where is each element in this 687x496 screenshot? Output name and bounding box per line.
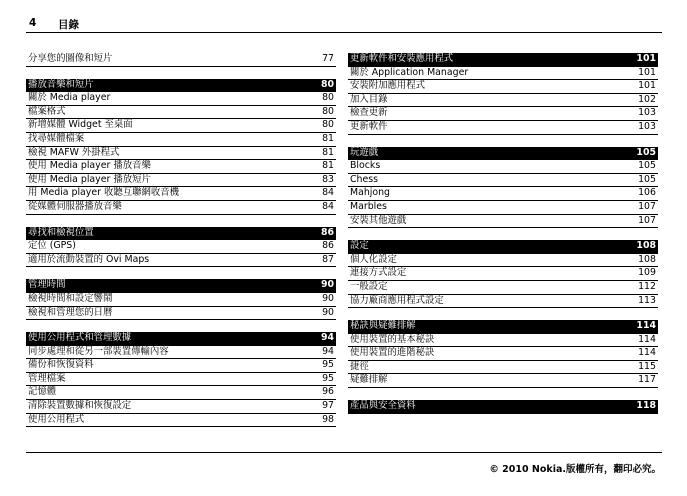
entry-title: 捷徑 [350,360,369,372]
entry-title: 使用 Media player 播放音樂 [28,160,151,172]
toc-entry[interactable] [26,359,336,373]
toc-left-column [26,53,336,427]
page-number-ref: 105 [638,160,656,172]
toc-entry[interactable] [26,400,336,414]
toc-entry[interactable] [26,106,336,120]
toc-entry[interactable] [348,254,658,268]
entry-title: 加入目錄 [350,93,388,105]
toc-entry[interactable] [26,174,336,188]
toc-section-heading[interactable] [348,240,658,254]
toc-entry[interactable] [26,346,336,360]
entry-title: 分享您的圖像和短片 [28,53,113,64]
entry-title: 一般設定 [350,280,388,292]
toc-right-column [348,53,658,414]
entry-title: 用 Media player 收聽互聯網收音機 [28,187,179,199]
toc-entry[interactable] [26,307,336,321]
toc-section-heading[interactable] [348,53,658,67]
page-number-ref: 113 [638,294,656,306]
toc-entry[interactable] [26,187,336,201]
page-number-ref: 103 [638,120,656,132]
page-number-ref: 96 [322,386,334,398]
entry-title: Marbles [350,200,387,212]
page-header [26,14,662,33]
toc-entry[interactable] [348,80,658,94]
page-number-ref: 112 [638,280,656,292]
entry-title: 連接方式設定 [350,267,407,279]
section-title: 播放音樂和短片 [28,78,94,90]
section-title: 使用公用程式和管理數據 [28,332,132,344]
entry-title: 清除裝置數據和恢復設定 [28,400,132,412]
toc-entry[interactable] [26,147,336,161]
toc-section-heading[interactable] [348,147,658,161]
entry-title: 個人化設定 [350,253,397,265]
page-number-ref: 108 [638,253,656,265]
entry-title: 安裝附加應用程式 [350,80,426,92]
entry-title: 關於 Media player [28,92,111,104]
toc-entry[interactable] [26,386,336,400]
toc-entry[interactable] [348,347,658,361]
entry-title: 檢查更新 [350,107,388,119]
entry-title: 從媒體伺服器播放音樂 [28,200,122,212]
section-gap [348,135,658,147]
entry-title: 備份和恢復資料 [28,359,94,371]
toc-entry[interactable] [348,374,658,388]
toc-entry[interactable] [26,160,336,174]
page-number-ref: 94 [322,345,334,357]
page-number-ref: 90 [322,306,334,318]
toc-entry[interactable] [26,373,336,387]
copyright-notice: © 2010 Nokia.版權所有，翻印必究。 [489,464,661,475]
entry-title: 疑難排解 [350,374,388,386]
toc-entry[interactable] [348,361,658,375]
entry-title: 同步處理和從另一部裝置傳輸內容 [28,345,169,357]
toc-section-heading[interactable] [26,227,336,241]
section-gap [26,215,336,227]
entry-title: 定位 (GPS) [28,240,76,252]
toc-entry[interactable] [348,94,658,108]
toc-section-heading[interactable] [26,79,336,93]
page-number-ref: 86 [322,240,334,252]
page-number-ref: 114 [638,333,656,345]
entry-title: 檢視和管理您的日曆 [28,306,113,318]
entry-title: 適用於流動裝置的 Ovi Maps [28,253,150,265]
entry-title: 新增媒體 Widget 至桌面 [28,119,133,131]
page-number-ref: 95 [322,359,334,371]
page-number-ref: 109 [638,267,656,279]
entry-title: Mahjong [350,187,391,199]
toc-entry[interactable] [348,160,658,174]
entry-title: 使用裝置的進階秘訣 [350,347,435,359]
page-number-ref: 101 [636,53,656,64]
page-number-ref: 103 [638,107,656,119]
page-number-ref: 101 [638,66,656,78]
section-gap [348,228,658,240]
section-title: 玩遊戲 [350,146,379,158]
entry-title: 安裝其他遊戲 [350,214,407,226]
page-number-ref: 80 [322,105,334,117]
section-title: 更新軟件和安裝應用程式 [350,53,454,64]
section-gap [348,308,658,320]
toc-entry[interactable] [348,174,658,188]
page-number-ref: 117 [638,374,656,386]
toc-entry[interactable] [26,92,336,106]
page-number-ref: 84 [322,200,334,212]
toc-entry[interactable] [348,295,658,309]
entry-title: 使用裝置的基本秘訣 [350,333,435,345]
entry-title: Chess [350,173,379,185]
toc-entry[interactable] [26,240,336,254]
entry-title: 找尋媒體檔案 [28,132,85,144]
toc-entry[interactable] [348,281,658,295]
entry-title: 檢視時間和設定響鬧 [28,292,113,304]
page-number-ref: 90 [322,292,334,304]
toc-entry[interactable] [348,67,658,81]
page-number-ref: 107 [638,200,656,212]
toc-entry[interactable] [348,215,658,229]
section-title: 尋找和檢視位置 [28,226,94,238]
toc-entry[interactable] [26,254,336,268]
toc-entry[interactable] [348,201,658,215]
page-number: 4 [29,17,37,29]
toc-entry[interactable] [26,201,336,215]
page-number-ref: 107 [638,214,656,226]
entry-title: 協力廠商應用程式設定 [350,294,444,306]
toc-section-heading[interactable] [26,332,336,346]
page-number-ref: 86 [320,226,334,238]
entry-title: 檢視 MAFW 外掛程式 [28,146,120,158]
page-number-ref: 81 [322,132,334,144]
page-number-ref: 81 [322,146,334,158]
section-title: 產品與安全資料 [350,400,416,412]
toc-entry[interactable] [348,121,658,135]
page-number-ref: 105 [638,173,656,185]
toc-entry[interactable] [26,414,336,428]
entry-title: 管理檔案 [28,372,66,384]
section-gap [26,267,336,279]
section-title: 管理時間 [28,279,66,291]
entry-title: 使用 Media player 播放短片 [28,173,151,185]
page-number-ref: 80 [322,119,334,131]
entry-title: 更新軟件 [350,120,388,132]
section-gap [26,67,336,79]
page-number-ref: 90 [320,279,334,291]
toc-section-heading[interactable] [26,279,336,293]
entry-title: 關於 Application Manager [350,66,469,78]
entry-title: 檔案格式 [28,105,66,117]
page-number-ref: 108 [636,240,656,252]
page-number-ref: 94 [320,332,334,344]
toc-section-heading[interactable] [348,400,658,414]
page-number-ref: 81 [322,160,334,172]
footer-divider [26,452,662,453]
section-gap [348,388,658,400]
section-title: 秘訣與疑難排解 [350,320,416,332]
page-number-ref: 84 [322,187,334,199]
page-number-ref: 80 [322,92,334,104]
page-number-ref: 83 [322,173,334,185]
page-number-ref: 118 [636,400,656,412]
page-number-ref: 80 [320,78,334,90]
toc-entry[interactable] [26,133,336,147]
entry-title: 使用公用程式 [28,413,85,425]
toc-section-heading[interactable] [348,320,658,334]
entry-title: 記憶體 [28,386,57,398]
page-number-ref: 101 [638,80,656,92]
page-number-ref: 115 [638,360,656,372]
page-number-ref: 114 [638,347,656,359]
page-number-ref: 102 [638,93,656,105]
toc-entry[interactable] [26,119,336,133]
toc-entry[interactable] [348,267,658,281]
page-number-ref: 97 [322,400,334,412]
toc-entry[interactable] [26,293,336,307]
page-number-ref: 95 [322,372,334,384]
toc-entry[interactable] [348,107,658,121]
page-title: 目錄 [58,19,79,31]
page-number-ref: 87 [322,253,334,265]
page-number-ref: 98 [322,413,334,425]
toc-entry[interactable] [348,334,658,348]
section-gap [26,320,336,332]
toc-entry[interactable] [26,53,336,67]
page-number-ref: 106 [638,187,656,199]
page-number-ref: 105 [636,146,656,158]
section-title: 設定 [350,240,369,252]
entry-title: Blocks [350,160,381,172]
page-number-ref: 114 [636,320,656,332]
toc-entry[interactable] [348,187,658,201]
page-number-ref: 77 [322,53,334,64]
